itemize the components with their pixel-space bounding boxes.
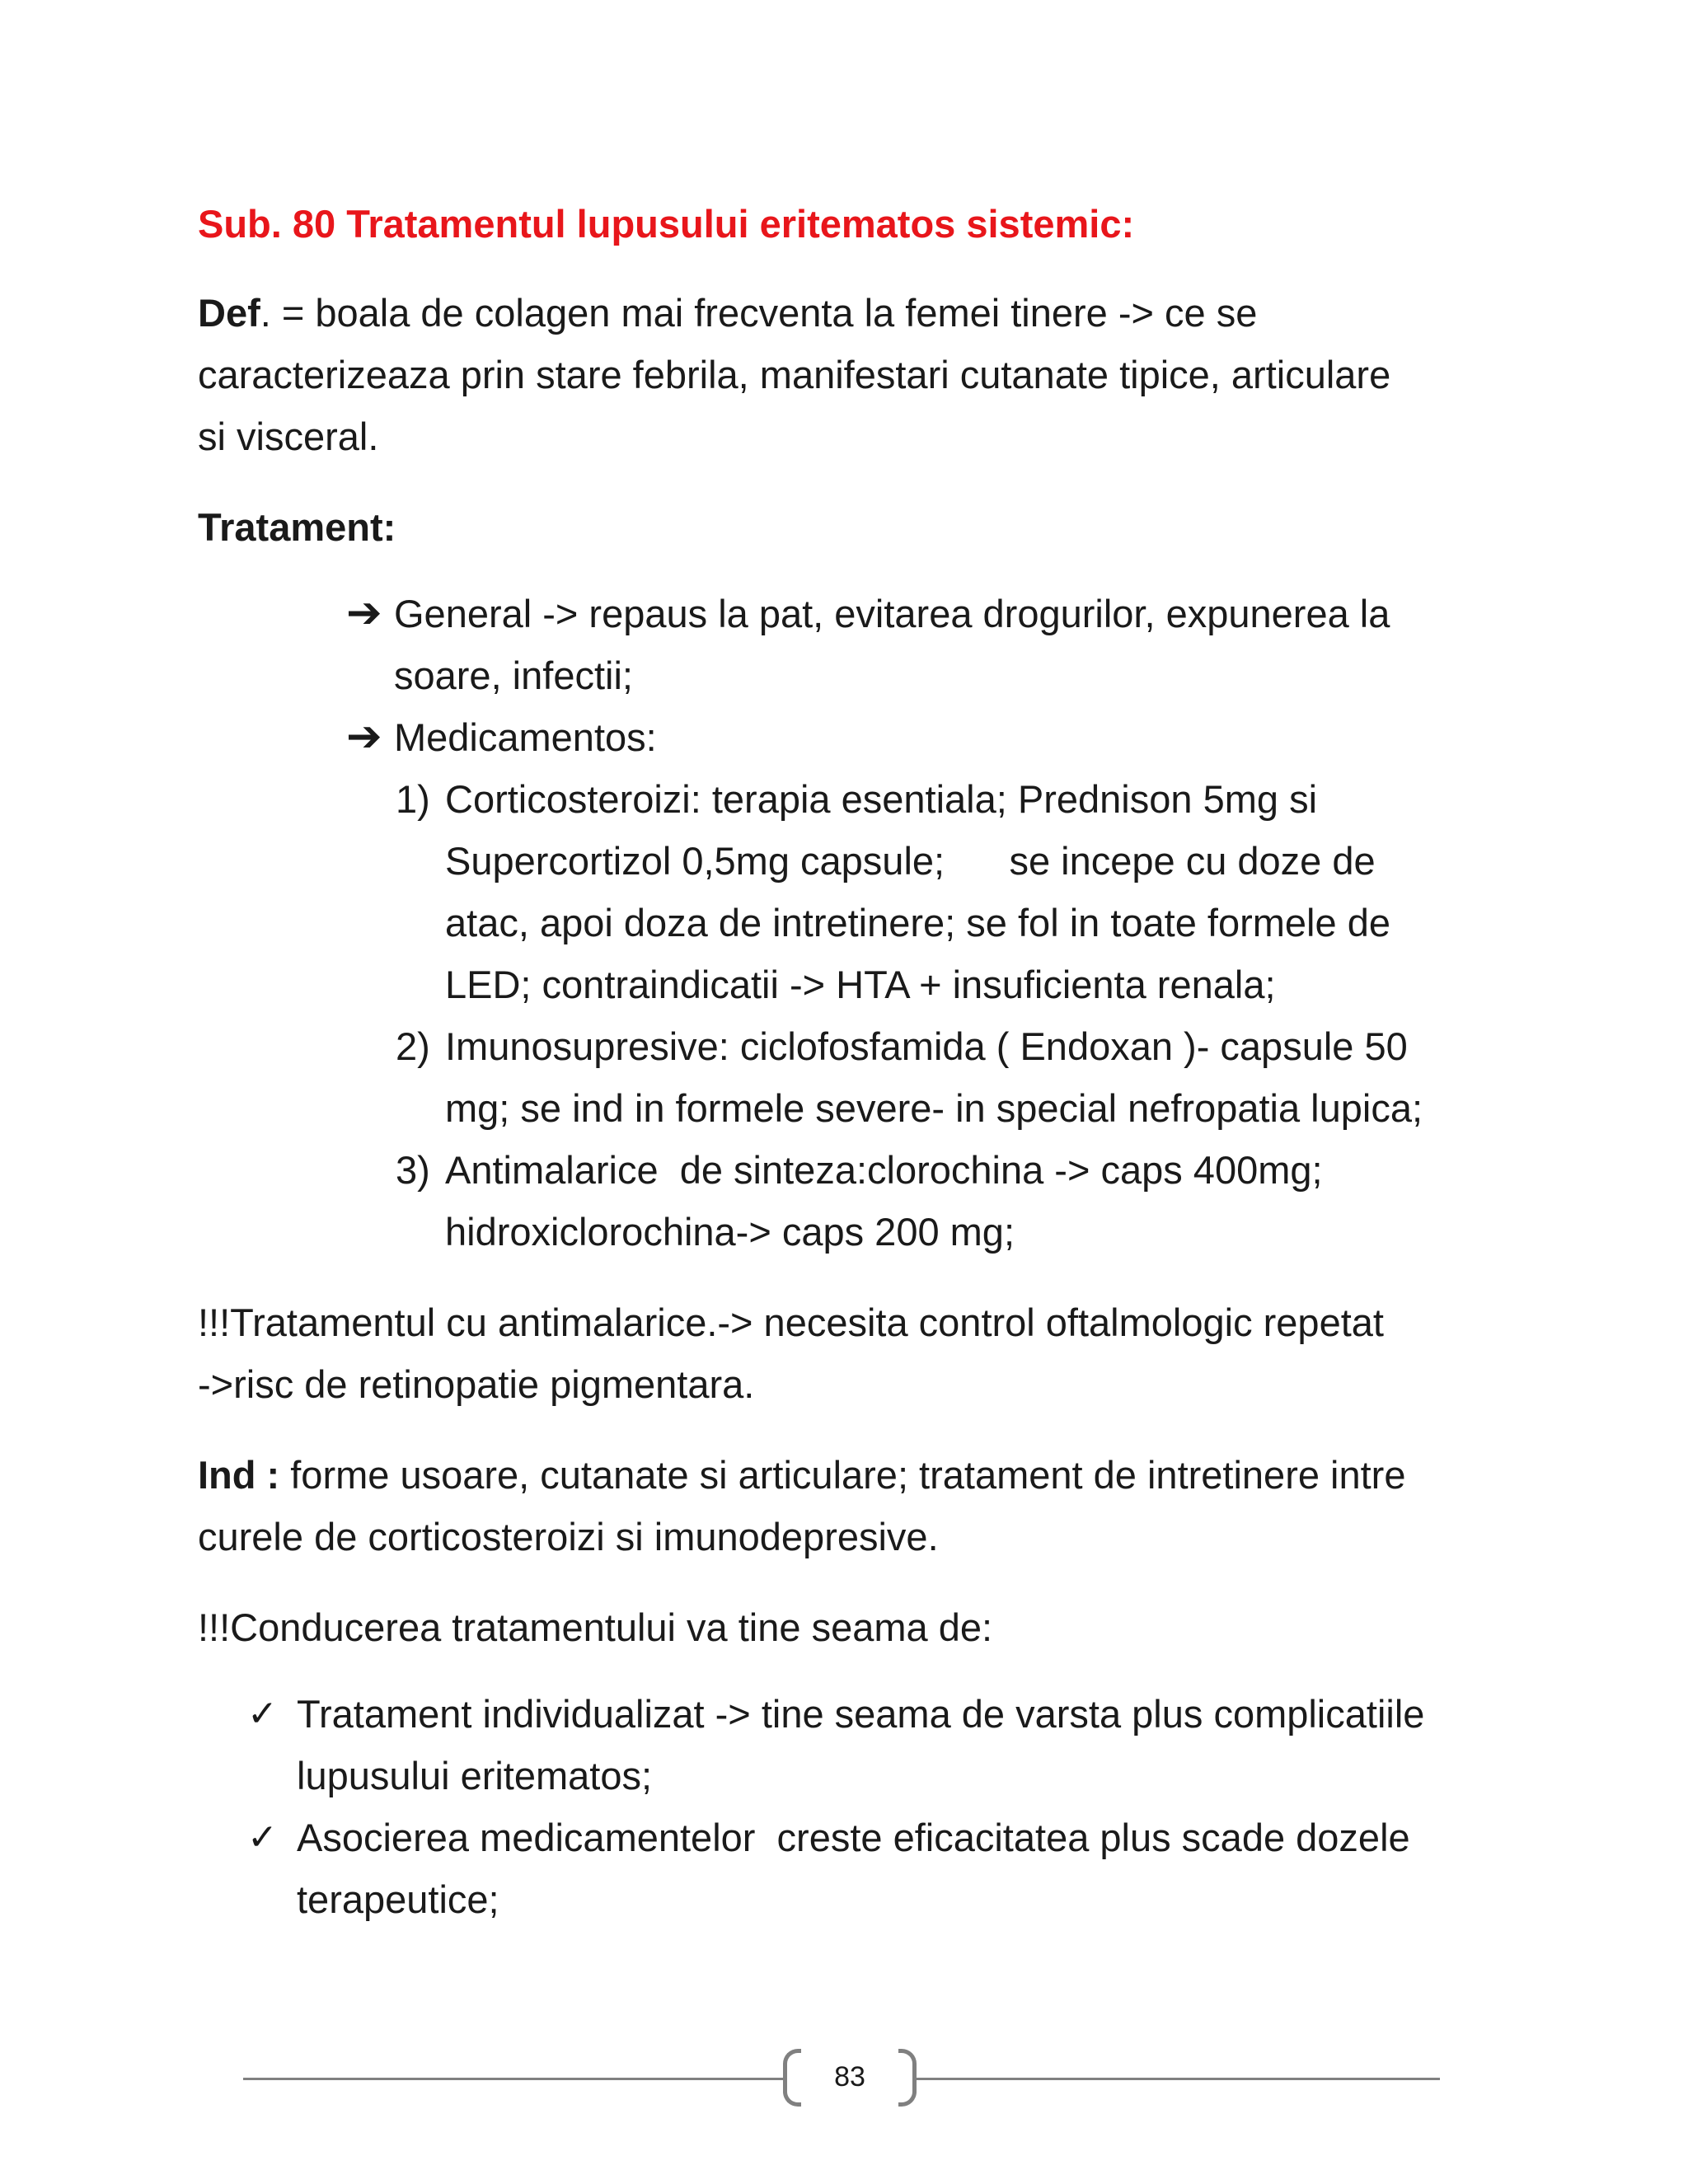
footer-rule-left [243,2078,783,2080]
arrow-right-icon: ➔ [346,589,382,637]
check-item-text: Asocierea medicamentelor creste eficacitatea plus scade dozele terapeutice; [297,1816,1410,1921]
page-title: Sub. 80 Tratamentul lupusului eritematos sistemic: [198,202,1135,246]
footer-rule-right [917,2078,1440,2080]
treatment-heading: Tratament: [198,505,396,549]
indications-label: Ind : [198,1453,280,1497]
definition-line-1: Def. = boala de colagen mai frecventa la femei tinere -> ce se [198,291,1258,335]
definition-paragraph [198,282,1533,467]
definition-line-2: caracterizeaza prin stare febrila, manifestari cutanate tipice, articulare [198,353,1391,396]
checkmark-icon: ✓ [247,1817,278,1858]
arrow-right-icon: ➔ [346,713,382,761]
item-number: 1) [396,777,430,821]
numbered-item-text: Corticosteroizi: terapia esentiala; Prednison 5mg si Supercortizol 0,5mg capsule; se incepe cu doze de atac, apoi doza de intretinere; se fol in toate formele de LED; contraindicatii -> HTA + insuficienta renala; [445,777,1390,1006]
checkmark-icon: ✓ [247,1694,278,1734]
indications-line-2: curele de corticosteroizi si imunodepresive. [198,1515,939,1558]
item-number: 3) [396,1148,430,1192]
definition-line-3: si visceral. [198,415,379,458]
indications-line-1: Ind : forme usoare, cutanate si articulare; tratament de intretinere intre [198,1453,1406,1497]
footer-bracket-left [783,2049,801,2107]
definition-label: Def [198,291,260,335]
check-item-text: Tratament individualizat -> tine seama de varsta plus complicatiile lupusului eritematos; [297,1692,1425,1797]
indications-paragraph [198,1444,1533,1568]
item-number: 2) [396,1024,430,1068]
arrow-item-text: Medicamentos: [394,715,657,759]
numbered-item-text: Imunosupresive: ciclofosfamida ( Endoxan )- capsule 50 mg; se ind in formele severe- in special nefropatia lupica; [445,1024,1423,1130]
footer-bracket-right [898,2049,917,2107]
warning-antimalarice: !!!Tratamentul cu antimalarice.-> necesita control oftalmologic repetat ->risc de retinopatie pigmentara. [198,1301,1384,1406]
numbered-item-text: Antimalarice de sinteza:clorochina -> caps 400mg; hidroxiclorochina-> caps 200 mg; [445,1148,1323,1254]
warning-conducere: !!!Conducerea tratamentului va tine seama de: [198,1605,993,1649]
arrow-item-text: General -> repaus la pat, evitarea drogurilor, expunerea la soare, infectii; [394,592,1390,697]
page-number: 83 [834,2061,865,2093]
